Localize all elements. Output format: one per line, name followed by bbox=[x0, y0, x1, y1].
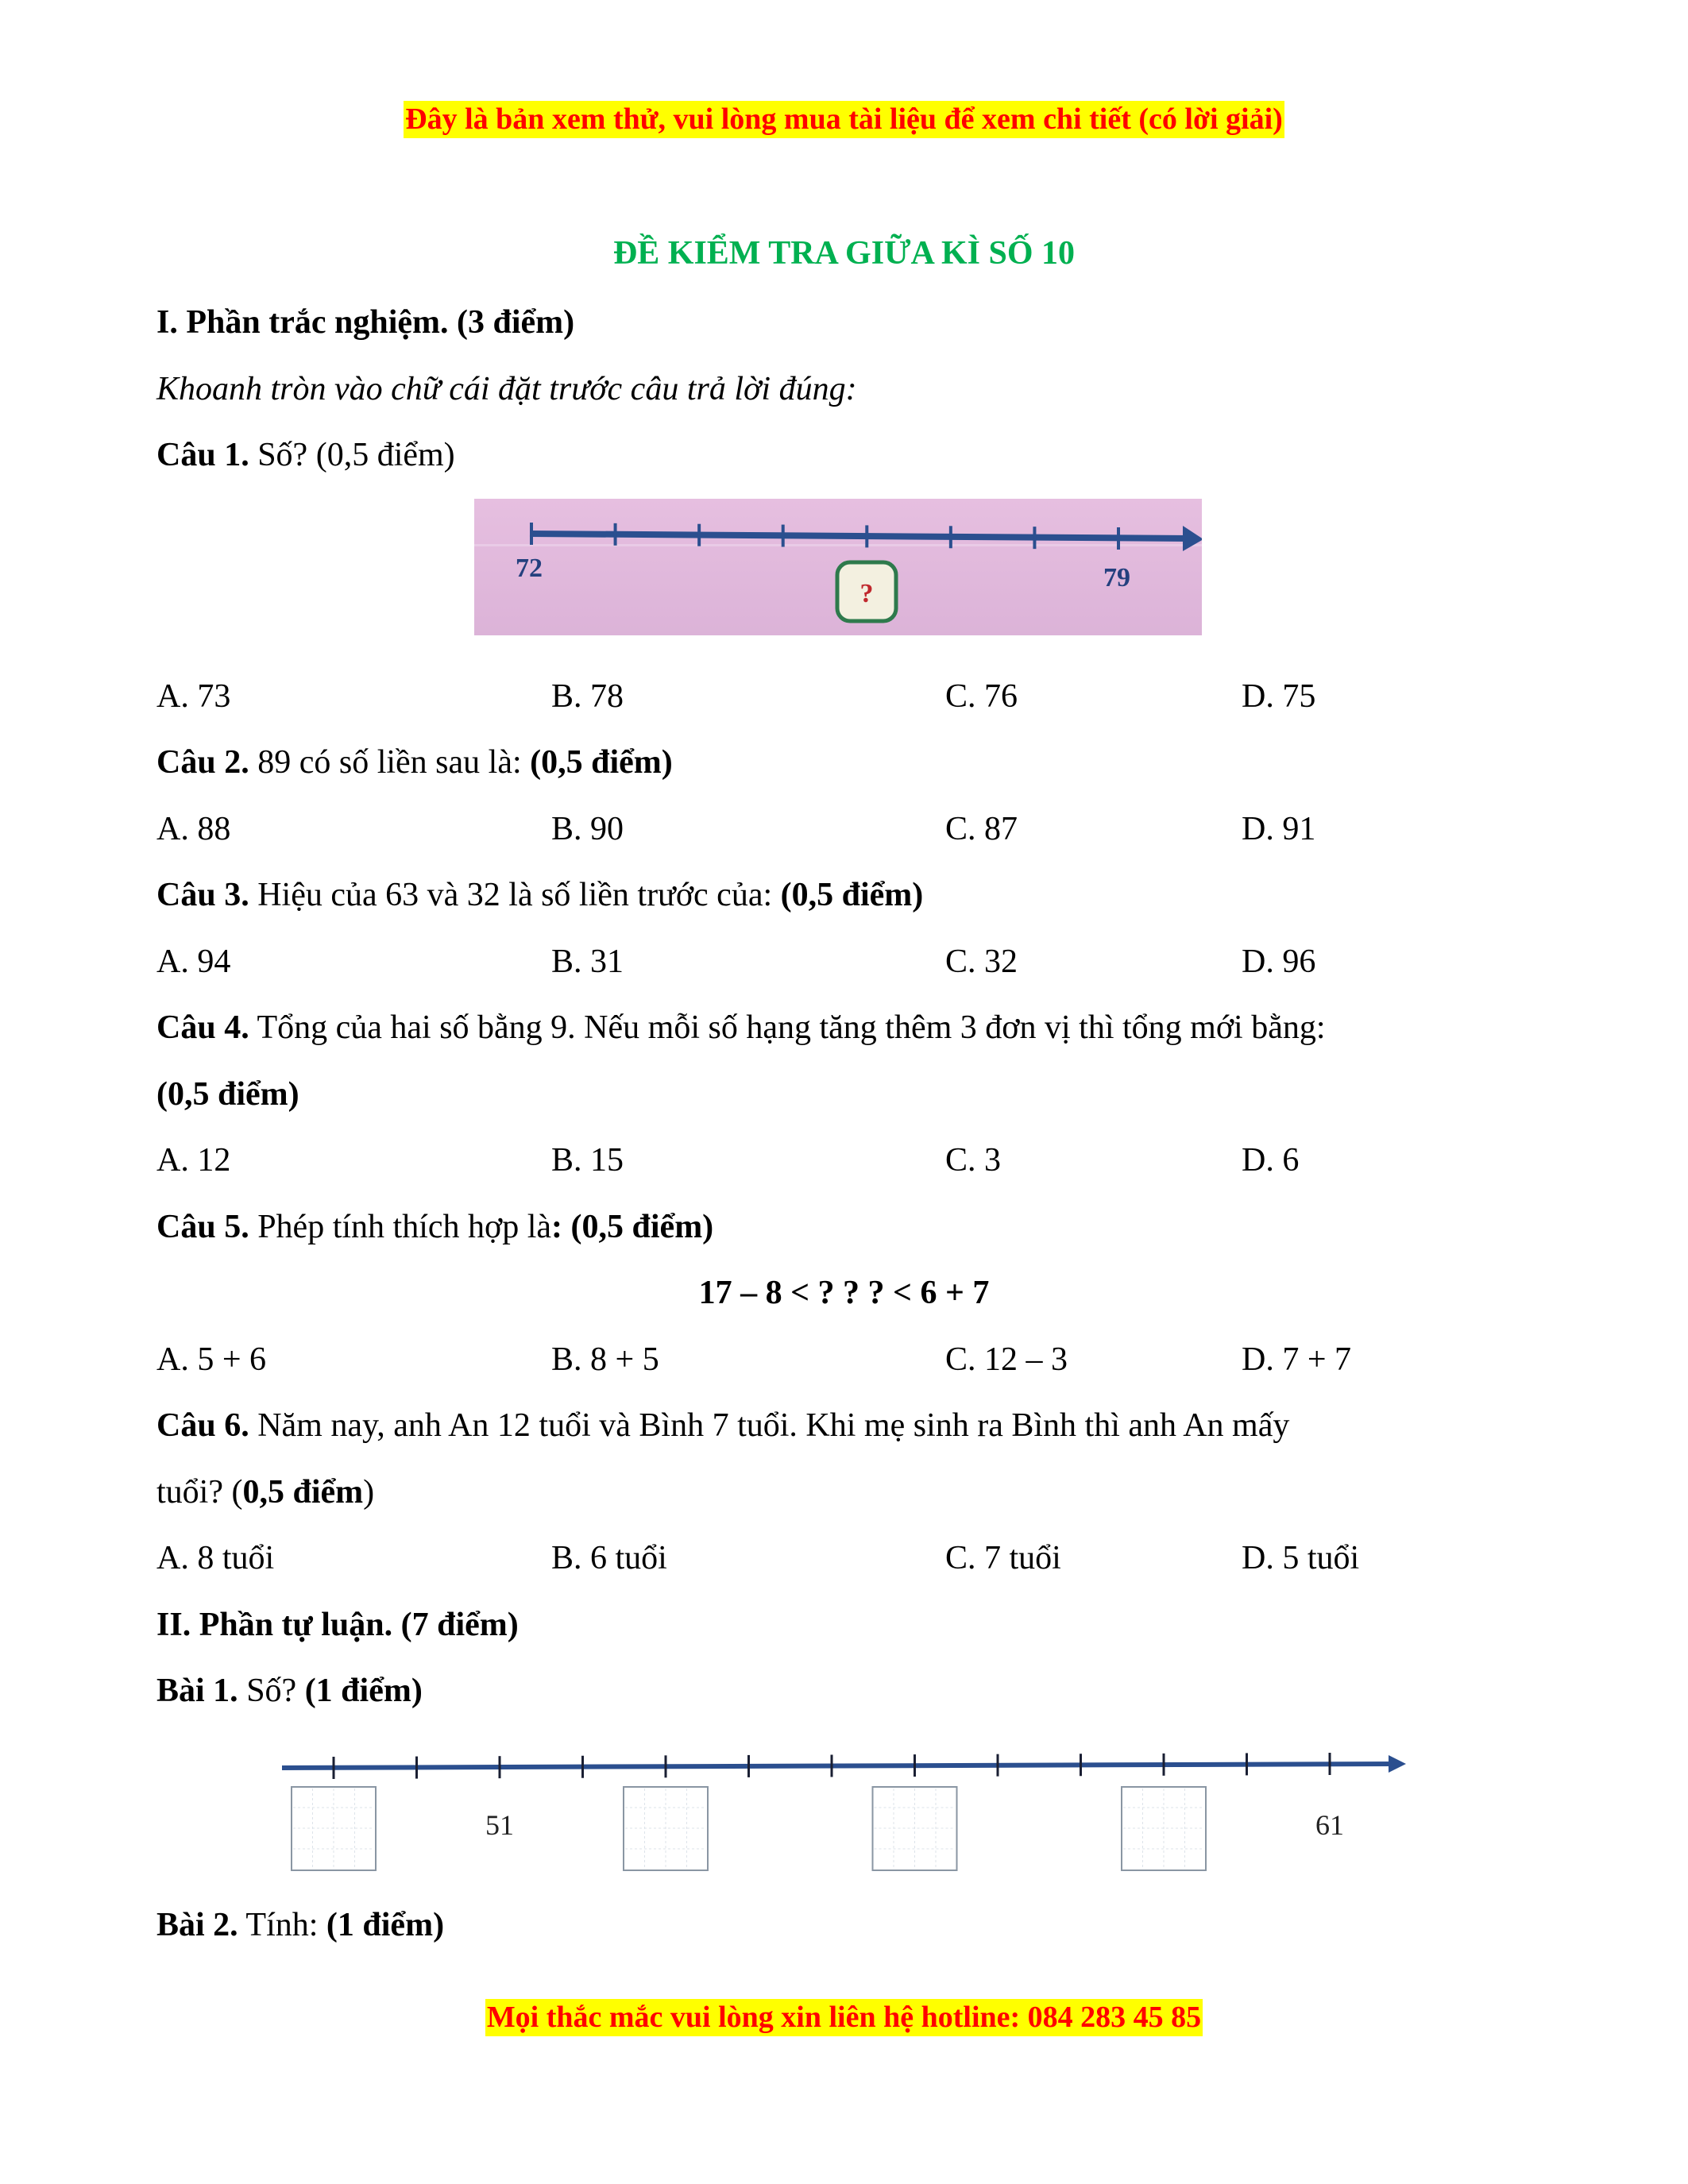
option-a[interactable]: A. 88 bbox=[156, 811, 231, 847]
question-points: : (0,5 điểm) bbox=[551, 1209, 714, 1245]
exercise-points: (1 điểm) bbox=[304, 1673, 423, 1709]
number-line-figure-1 bbox=[474, 499, 1202, 635]
option-b[interactable]: B. 8 + 5 bbox=[551, 1341, 659, 1378]
question-text: Số? (0,5 điểm) bbox=[249, 437, 455, 473]
number-line-axis bbox=[530, 534, 1189, 538]
question-text: Tổng của hai số bằng 9. Nếu mỗi số hạng tăng thêm 3 đơn vị thì tổng mới bằng: bbox=[249, 1009, 1326, 1046]
question-points: 0,5 điểm bbox=[242, 1474, 364, 1511]
question-label: Câu 2. bbox=[156, 744, 249, 781]
hotline-notice-text: Mọi thắc mắc vui lòng xin liên hệ hotline: 084 283 45 85 bbox=[485, 1999, 1203, 2036]
exercise-text: Số? bbox=[238, 1673, 305, 1709]
option-d[interactable]: D. 91 bbox=[1242, 811, 1316, 847]
option-a[interactable]: A. 94 bbox=[156, 943, 231, 980]
hotline-notice bbox=[0, 1997, 1688, 2036]
option-d[interactable]: D. 5 tuổi bbox=[1242, 1540, 1360, 1576]
question-text: Năm nay, anh An 12 tuổi và Bình 7 tuổi. Khi mẹ sinh ra Bình thì anh An mấy bbox=[249, 1407, 1290, 1444]
start-label: 72 bbox=[516, 554, 543, 583]
question-text: Hiệu của 63 và 32 là số liền trước của: bbox=[249, 877, 781, 913]
question-1 bbox=[156, 435, 455, 475]
math-expression: 17 – 8 < ? ? ? < 6 + 7 bbox=[698, 1275, 990, 1311]
number-line-figure-2 bbox=[270, 1731, 1414, 1882]
question-5 bbox=[156, 1207, 713, 1247]
answer-box bbox=[1122, 1787, 1206, 1870]
option-a[interactable]: A. 12 bbox=[156, 1142, 231, 1179]
page-title: ĐỀ KIỂM TRA GIỮA KÌ SỐ 10 bbox=[612, 235, 1076, 272]
option-d[interactable]: D. 7 + 7 bbox=[1242, 1341, 1352, 1378]
tick-label: 51 bbox=[485, 1809, 514, 1841]
question-2 bbox=[156, 743, 673, 782]
question-text: tuổi? ( bbox=[156, 1474, 243, 1511]
option-d[interactable]: D. 96 bbox=[1242, 943, 1316, 980]
exercise-label: Bài 2. bbox=[156, 1907, 238, 1943]
question-label: Câu 3. bbox=[156, 877, 249, 913]
tick-label: 61 bbox=[1315, 1809, 1344, 1841]
option-d[interactable]: D. 6 bbox=[1242, 1142, 1300, 1179]
question-label: Câu 5. bbox=[156, 1209, 249, 1245]
question-points: (0,5 điểm) bbox=[530, 744, 673, 781]
option-c[interactable]: C. 32 bbox=[945, 943, 1018, 980]
question-6 bbox=[156, 1406, 1289, 1445]
answer-box bbox=[292, 1787, 376, 1870]
option-c[interactable]: C. 7 tuổi bbox=[945, 1540, 1061, 1576]
option-c[interactable]: C. 12 – 3 bbox=[945, 1341, 1068, 1378]
question-label: Câu 6. bbox=[156, 1407, 249, 1444]
arrow-head-icon bbox=[1389, 1755, 1406, 1773]
question-points: (0,5 điểm) bbox=[156, 1076, 299, 1113]
option-b[interactable]: B. 90 bbox=[551, 811, 624, 847]
section-heading-part2: II. Phần tự luận. (7 điểm) bbox=[156, 1607, 519, 1643]
arrow-head-icon bbox=[1183, 526, 1202, 551]
exercise-2 bbox=[156, 1905, 444, 1945]
answer-box bbox=[873, 1787, 957, 1870]
question-6-continued bbox=[156, 1472, 374, 1512]
question-points: (0,5 điểm) bbox=[780, 877, 924, 913]
option-a[interactable]: A. 8 tuổi bbox=[156, 1540, 275, 1576]
exercise-points: (1 điểm) bbox=[326, 1907, 445, 1943]
preview-notice bbox=[0, 98, 1688, 138]
exercise-1 bbox=[156, 1671, 423, 1711]
question-label: Câu 1. bbox=[156, 437, 249, 473]
option-d[interactable]: D. 75 bbox=[1242, 678, 1316, 715]
exercise-label: Bài 1. bbox=[156, 1673, 238, 1709]
answer-box bbox=[624, 1787, 708, 1870]
option-b[interactable]: B. 78 bbox=[551, 678, 624, 715]
option-a[interactable]: A. 73 bbox=[156, 678, 231, 715]
question-text: Phép tính thích hợp là bbox=[249, 1209, 552, 1245]
option-c[interactable]: C. 3 bbox=[945, 1142, 1002, 1179]
question-label: Câu 4. bbox=[156, 1009, 249, 1046]
number-line-axis bbox=[282, 1764, 1398, 1768]
section-heading-part1: I. Phần trắc nghiệm. (3 điểm) bbox=[156, 304, 575, 341]
number-line-2 bbox=[270, 1731, 1414, 1882]
question-4 bbox=[156, 1008, 1326, 1048]
question-text: ) bbox=[363, 1474, 375, 1511]
option-b[interactable]: B. 31 bbox=[551, 943, 624, 980]
preview-notice-text: Đây là bản xem thử, vui lòng mua tài liệu để xem chi tiết (có lời giải) bbox=[404, 101, 1284, 138]
end-label: 79 bbox=[1103, 563, 1130, 592]
unknown-mark: ? bbox=[859, 579, 874, 608]
question-3 bbox=[156, 875, 923, 915]
option-c[interactable]: C. 87 bbox=[945, 811, 1018, 847]
option-a[interactable]: A. 5 + 6 bbox=[156, 1341, 267, 1378]
question-text: 89 có số liền sau là: bbox=[249, 744, 531, 781]
exercise-text: Tính: bbox=[238, 1907, 326, 1943]
instruction-text: Khoanh tròn vào chữ cái đặt trước câu trả lời đúng: bbox=[156, 371, 857, 407]
option-b[interactable]: B. 15 bbox=[551, 1142, 624, 1179]
option-b[interactable]: B. 6 tuổi bbox=[551, 1540, 667, 1576]
number-line-1 bbox=[474, 499, 1202, 635]
option-c[interactable]: C. 76 bbox=[945, 678, 1018, 715]
